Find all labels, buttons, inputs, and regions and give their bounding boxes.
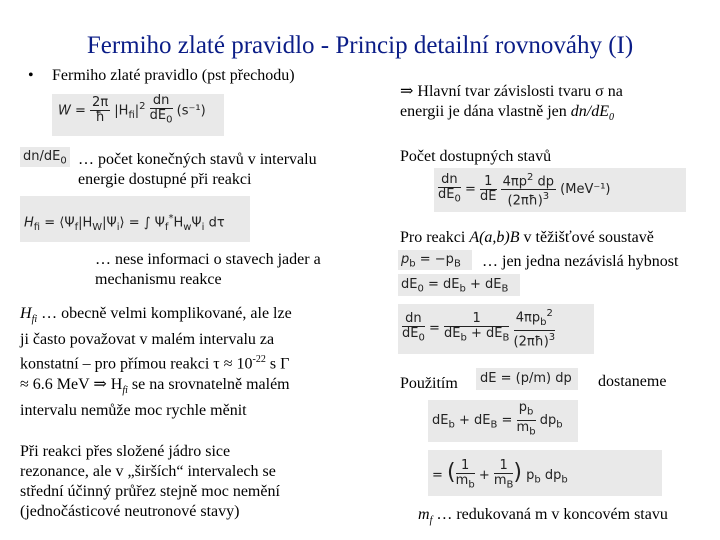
pocet-label: Počet dostupných stavů [400, 148, 552, 165]
eq-w-frac-dn: $\frac{dn}{dE_0}$ [149, 93, 173, 126]
equation-energy-sum: $dE_0 = dE_b + dE_B$ [398, 274, 520, 296]
paragraph-hfi: $H_{fi}$ … obecně velmi komplikované, ale lze ji často považovat v malém intervalu za konstatní – pro přímou reakci $\tau \approx 10^{-22}$ s Γ ≈ 6.6 MeV ⇒ $H_{fi}$ se na srovnatelně malém intervalu nemůže moc rychle měnit [20, 305, 292, 419]
bullet-text: Fermiho zlaté pravidlo (pst přechodu) [52, 67, 295, 84]
slide-title: Fermiho zlaté pravidlo - Princip detailní rovnováhy (I) [86, 32, 634, 59]
paragraph-resonance: Při reakci přes složené jádro sice rezonance, ale v „širších“ intervalech se střední účinný průřez stejně moc nemění (jednočásticové neutronové stavy) [20, 443, 280, 520]
eq-w-unit: (s⁻¹) [176, 103, 206, 119]
pouzitim-label: Použitím [400, 375, 458, 392]
equation-sum-2: = ( $\frac{1}{m_b}$ + $\frac{1}{m_B}$ ) $p_b$ $dp_b$ [428, 450, 662, 496]
mf-text: $m_f$ … redukovaná m v koncovém stavu [418, 506, 668, 527]
dn-text-2: energie dostupné při reakci [78, 171, 252, 188]
dn-text-1: … počet konečných stavů v intervalu [78, 151, 317, 168]
dostaneme-label: dostaneme [598, 373, 667, 390]
bullet: • [28, 67, 34, 84]
jen-text: … jen jedna nezávislá hybnost [482, 253, 679, 270]
equation-sum-1: $dE_b + dE_B$ = $\frac{p_b}{m_b}$ $dp_b$ [428, 400, 578, 442]
eq-w-equals: = [75, 103, 86, 119]
equation-de-dp: dE = (p/m) dp [476, 368, 578, 390]
equation-density: $\frac{dn}{dE_0}$ = $\frac{1}{dE}$ $\frac{4\pi p^2 dp}{(2\pi ħ)^3}$ (MeV⁻¹) [434, 168, 686, 212]
eq-w-frac-2pi: $\frac{2\pi}{ħ}$ [92, 95, 109, 126]
hlavni-line-2: energii je dána vlastně jen $dn/dE_0$ [400, 103, 614, 124]
eq-w-matrix: |H [114, 103, 129, 119]
equation-momentum: $p_b = -p_B$ [398, 250, 472, 270]
hlavni-line-1: ⇒ Hlavní tvar závislosti tvaru σ na [400, 83, 623, 100]
dn-de0-box: $dn/dE_0$ [20, 147, 70, 167]
equation-hfi: $H_{fi}$ = $⟨\Psi_f|H_W|\Psi_i⟩$ = ∫ $\Psi_f^*H_w\Psi_i$ dτ [20, 196, 250, 242]
nese-text-2: mechanismu reakce [95, 271, 222, 288]
eq-w-lhs: W [58, 103, 71, 119]
equation-golden-rule: W = $\frac{2\pi}{ħ}$ $|H_{fi}|^2$ $\frac{dn}{dE_0}$ (s⁻¹) [52, 94, 224, 136]
reakce-line: Pro reakci A(a,b)B v těžišťové soustavě [400, 229, 654, 246]
nese-text-1: … nese informaci o stavech jader a [95, 251, 321, 268]
equation-density-2: $\frac{dn}{dE_0}$ = $\frac{1}{dE_b + dE_B}$ $\frac{4\pi p_b^2}{(2\pi ħ)^3}$ [398, 304, 594, 354]
